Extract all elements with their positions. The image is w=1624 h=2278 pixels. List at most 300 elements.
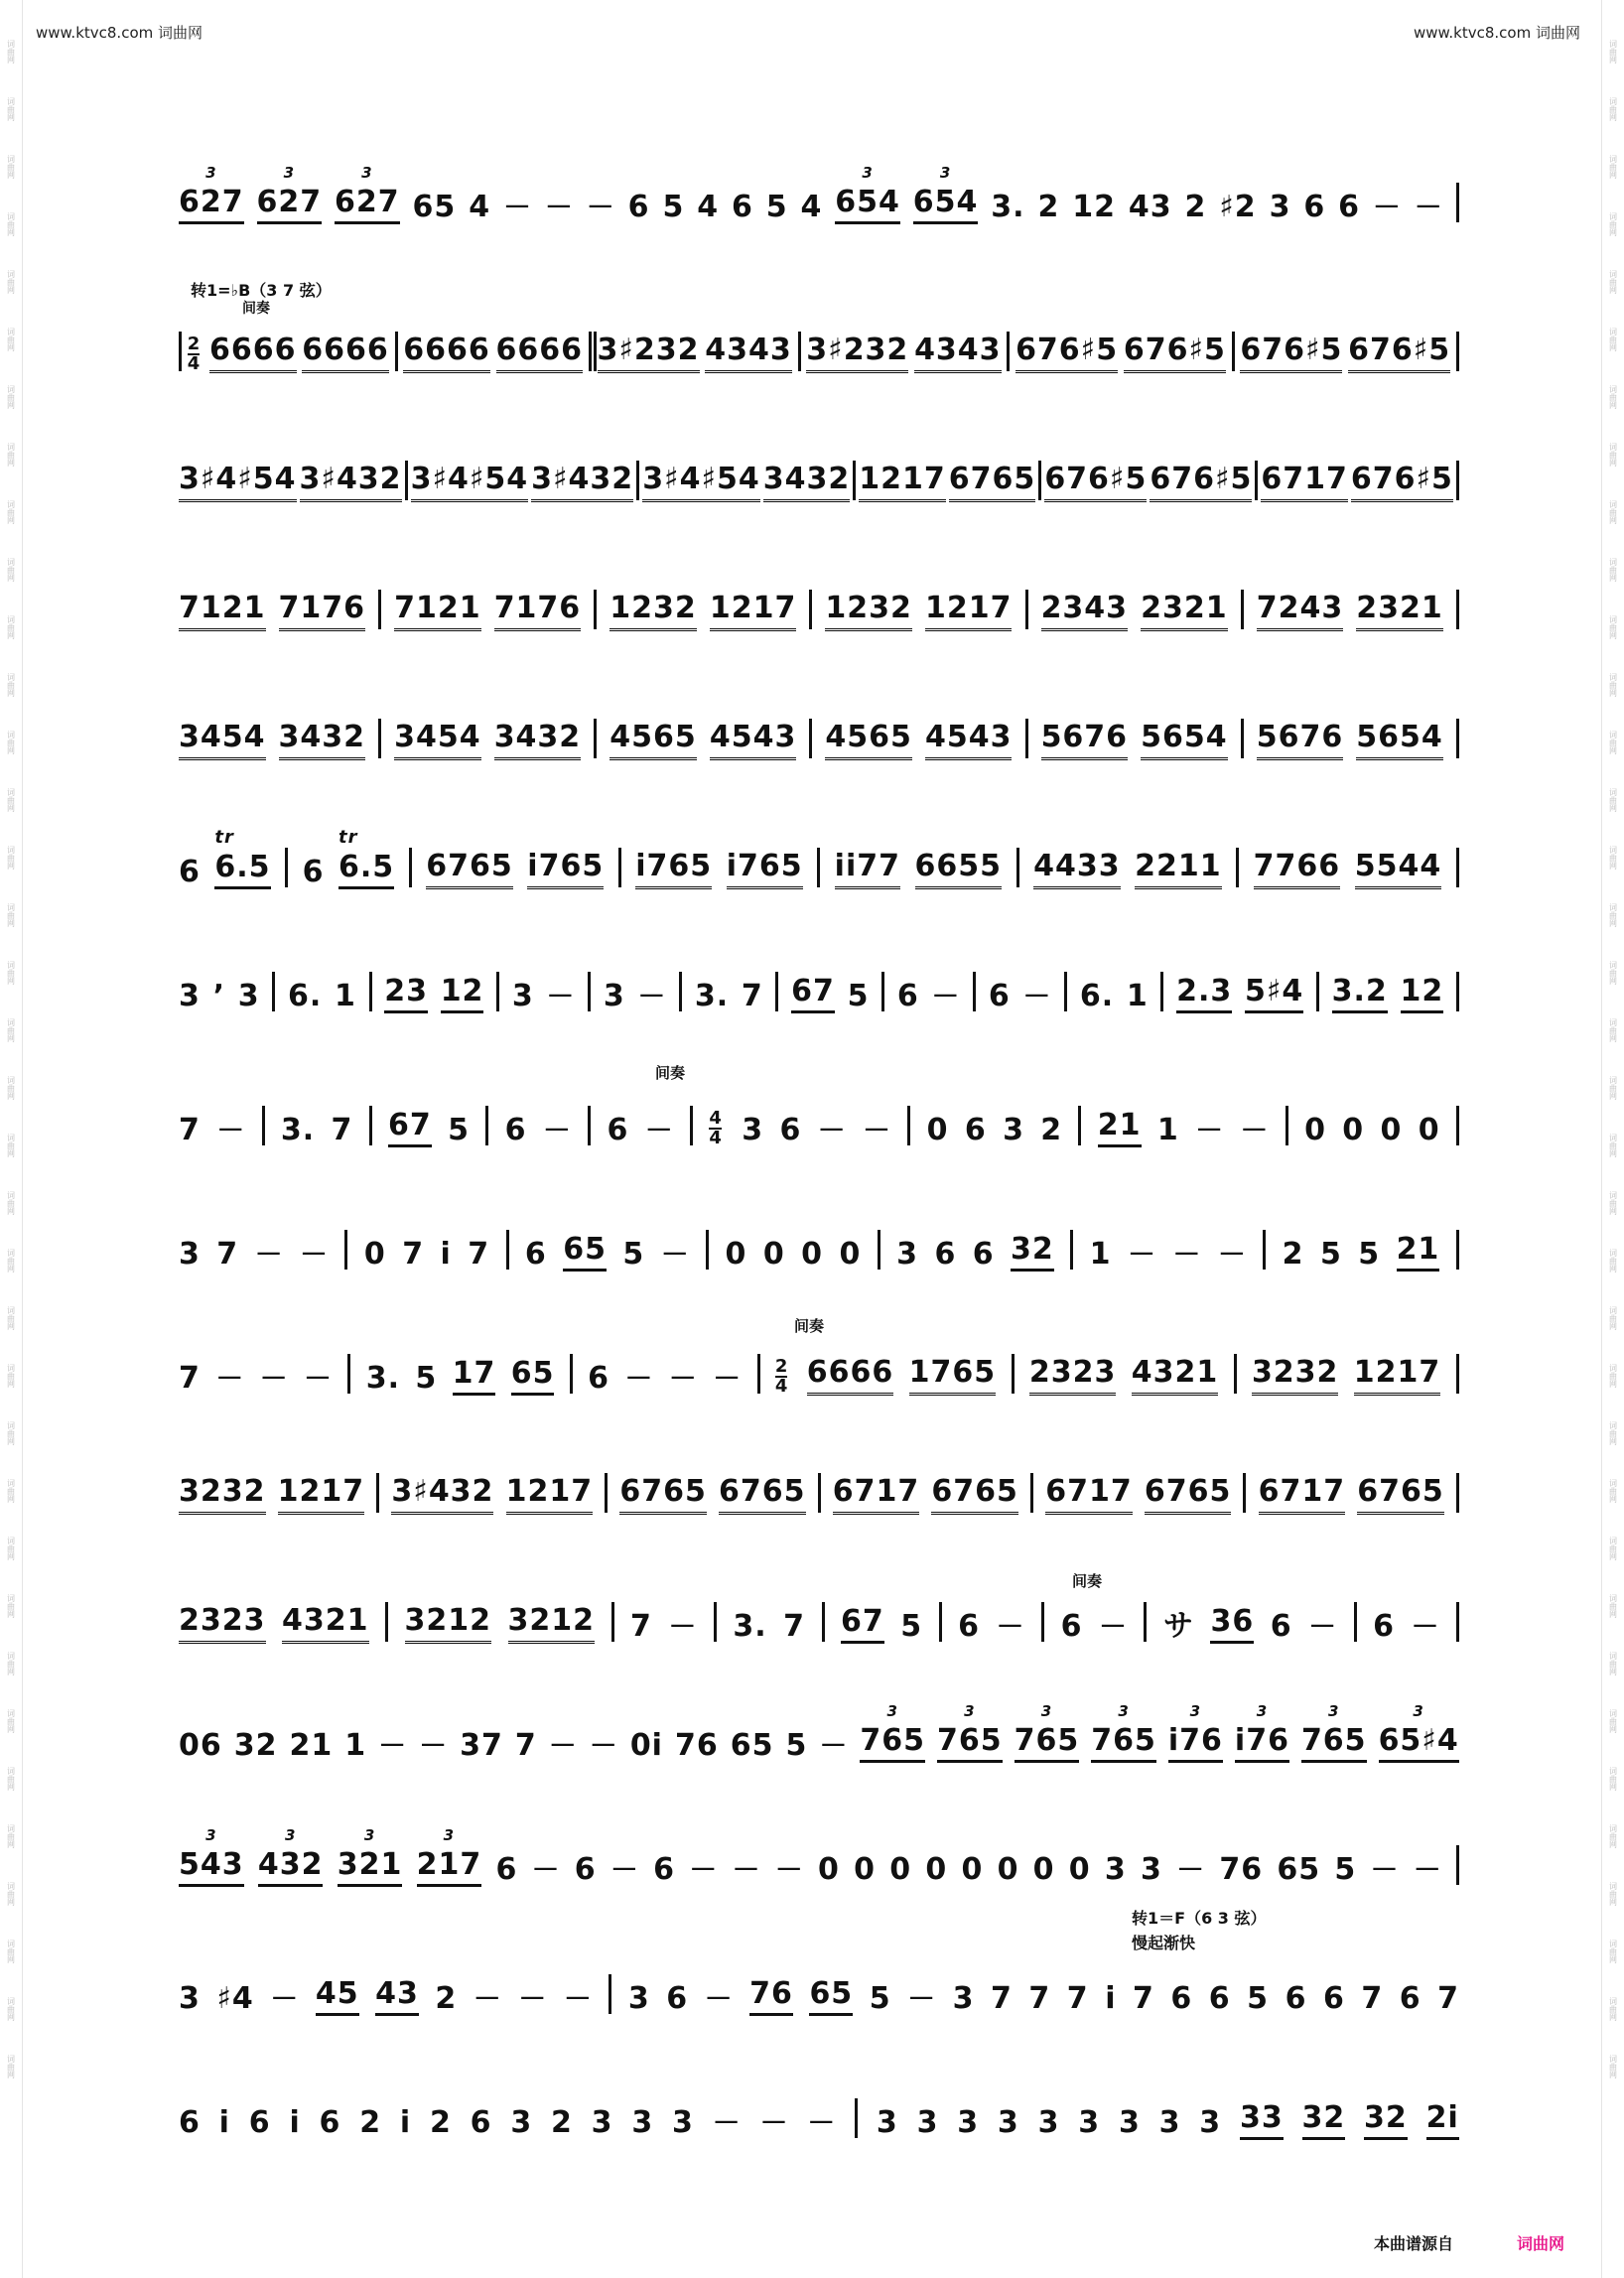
note-group <box>989 980 1011 1013</box>
footer-brand: 词曲网 <box>1516 2234 1564 2253</box>
barline <box>605 1473 608 1513</box>
barline <box>272 972 275 1011</box>
watermark-text: 词曲网 <box>1608 1997 1618 2021</box>
note-group <box>953 1982 975 2016</box>
note-text: 67 <box>791 974 835 1008</box>
hold-dash <box>1415 191 1443 224</box>
note-text: 3 <box>510 2105 533 2140</box>
note-text: － <box>1308 1610 1338 1643</box>
note-group <box>302 334 389 373</box>
note-text: 76 <box>1219 1852 1264 1887</box>
triplet-mark: 3 <box>363 1826 376 1844</box>
prelude-label: 间奏 <box>242 301 270 317</box>
note-text: 765 <box>937 1723 1003 1758</box>
note-group <box>366 1362 400 1396</box>
note-text: 2 <box>550 2105 573 2140</box>
note-text: 1217 <box>859 462 946 496</box>
note-group <box>300 463 402 502</box>
watermark-text: 词曲网 <box>1608 961 1618 985</box>
note-group <box>1105 1982 1116 2016</box>
note-text: 676♯5 <box>1150 462 1253 496</box>
note-text: i <box>218 2105 230 2140</box>
note-text: － <box>862 1114 891 1146</box>
note-group <box>405 1604 492 1644</box>
barline <box>405 461 408 500</box>
note-text: 2 <box>1184 190 1207 224</box>
note-group <box>1167 1702 1223 1763</box>
note-text: i765 <box>635 849 713 883</box>
watermark-text: 词曲网 <box>6 1537 16 1560</box>
note-text: 1217 <box>1353 1355 1441 1390</box>
note-text: 6 <box>470 2105 492 2140</box>
note-text: 3 <box>1078 2105 1101 2140</box>
note-group <box>1426 2101 1459 2140</box>
note-group <box>331 1114 352 1147</box>
note-text: 7 <box>991 1981 1013 2016</box>
watermark-text: 词曲网 <box>1608 1018 1618 1042</box>
note-text: 1217 <box>277 1474 365 1509</box>
note-group <box>801 1238 823 1272</box>
hold-dash <box>300 1238 329 1272</box>
watermark-text: 词曲网 <box>6 731 16 754</box>
note-group <box>179 1475 266 1515</box>
note-text: 765 <box>1091 1723 1156 1758</box>
note-text: 3454 <box>394 720 481 754</box>
note-group <box>860 1702 925 1763</box>
note-group <box>511 1357 555 1396</box>
note-text: 6717 <box>1261 462 1348 496</box>
note-text: － <box>1022 980 1052 1012</box>
hold-dash <box>1128 1238 1156 1272</box>
time-signature: 4 4 <box>709 1108 722 1148</box>
note-text: 1232 <box>825 591 912 625</box>
note-group <box>727 850 803 889</box>
note-group <box>896 1238 918 1272</box>
note-group <box>1159 2106 1181 2140</box>
barline <box>1456 332 1459 371</box>
note-text: 0 <box>1342 1113 1365 1147</box>
note-group <box>179 1982 201 2016</box>
barline <box>385 1602 388 1642</box>
note-text: 5 <box>869 1981 891 2016</box>
note-group <box>506 1475 594 1515</box>
note-group <box>1141 1853 1162 1887</box>
note-text: 37 <box>460 1728 503 1763</box>
note-group <box>917 2106 939 2140</box>
note-text: 7766 <box>1253 849 1341 883</box>
note-text: 3232 <box>1251 1355 1339 1390</box>
note-text: － <box>300 1238 330 1271</box>
note-group <box>394 721 481 760</box>
watermark-text: 词曲网 <box>1608 1249 1618 1273</box>
hold-dash <box>1022 980 1051 1013</box>
note-group <box>179 856 201 889</box>
note-group <box>742 1114 763 1147</box>
note-group <box>961 1853 983 1887</box>
note-text: 543 <box>179 1847 244 1882</box>
note-text: 3 <box>179 979 201 1013</box>
note-group <box>430 2106 452 2140</box>
hold-dash <box>819 1729 848 1763</box>
note-group <box>806 334 908 373</box>
note-text: 6 <box>653 1852 676 1887</box>
note-text: － <box>819 1729 849 1762</box>
note-text: 12 <box>1400 974 1444 1008</box>
note-group <box>1364 2101 1408 2140</box>
note-text: － <box>563 1982 593 2015</box>
barline <box>1041 1602 1044 1642</box>
note-group <box>631 2106 653 2140</box>
note-text: 6.5 <box>214 850 271 884</box>
note-group <box>278 1475 365 1515</box>
score-line-15 <box>179 1960 1459 2016</box>
hold-dash <box>645 1114 674 1147</box>
note-group <box>675 1729 719 1763</box>
note-text: 1765 <box>908 1355 997 1390</box>
barline <box>285 848 288 887</box>
note-text: 67 <box>388 1108 432 1142</box>
barline <box>1456 1354 1459 1394</box>
note-text: － <box>996 1610 1025 1643</box>
barline <box>757 1354 760 1394</box>
note-text: － <box>586 191 615 223</box>
note-group <box>359 2106 381 2140</box>
note-group <box>998 2106 1019 2140</box>
hold-dash <box>733 1853 761 1887</box>
note-text: 0 <box>926 1113 949 1147</box>
note-group <box>1069 1853 1091 1887</box>
note-text: 4321 <box>1131 1355 1219 1390</box>
note-text: 7121 <box>179 591 266 625</box>
note-group <box>1080 980 1114 1013</box>
hold-dash <box>543 1114 572 1147</box>
watermark-text: 词曲网 <box>6 1652 16 1675</box>
note-text: 65♯4 <box>1378 1723 1459 1758</box>
note-text: ’ <box>212 979 225 1013</box>
note-group <box>998 1853 1019 1887</box>
note-text: 7 <box>514 1728 537 1763</box>
note-text: － <box>817 1114 847 1146</box>
note-text: 0 <box>801 1237 824 1272</box>
note-text: 7 <box>402 1237 425 1272</box>
note-text: i <box>289 2105 301 2140</box>
triplet-mark: 3 <box>1328 1702 1340 1720</box>
note-group <box>575 1853 597 1887</box>
note-text: － <box>732 1853 761 1886</box>
note-text: 3. <box>733 1609 767 1644</box>
barline <box>1255 461 1258 500</box>
barline <box>714 1602 717 1642</box>
triplet-mark: 3 <box>1040 1702 1053 1720</box>
note-group <box>388 1109 432 1147</box>
hold-dash <box>1172 1238 1201 1272</box>
note-group <box>338 827 395 889</box>
hold-dash <box>304 1362 333 1396</box>
hold-dash <box>1370 1853 1399 1887</box>
triplet-mark: 3 <box>939 164 952 182</box>
note-group <box>925 1853 947 1887</box>
score-line-12 <box>179 1588 1459 1644</box>
watermark-text: 词曲网 <box>1608 1134 1618 1157</box>
barline <box>973 972 976 1011</box>
note-text: 3♯432 <box>299 462 402 496</box>
note-text: 3212 <box>507 1603 595 1638</box>
note-text: 3. <box>365 1361 400 1396</box>
note-group <box>1045 1475 1133 1515</box>
note-group <box>662 191 684 224</box>
note-group <box>527 850 604 889</box>
note-group <box>801 191 823 224</box>
note-text: 3 <box>237 979 260 1013</box>
watermark-text: 词曲网 <box>1608 155 1618 179</box>
note-group <box>835 850 900 889</box>
note-group <box>937 1702 1003 1763</box>
note-group <box>859 463 946 502</box>
note-text: 6 <box>896 979 919 1013</box>
note-group <box>1342 1114 1364 1147</box>
barline <box>1234 1354 1237 1394</box>
note-text: 3. <box>694 979 730 1013</box>
note-text: － <box>759 2106 789 2139</box>
barline <box>1456 1230 1459 1270</box>
note-text: － <box>1411 1610 1440 1643</box>
score-line-tokens <box>179 1104 1459 1147</box>
hold-dash <box>532 1853 561 1887</box>
note-text: － <box>712 2106 742 2139</box>
triplet-mark: 3 <box>1189 1702 1202 1720</box>
note-text: i76 <box>1167 1723 1223 1758</box>
barline <box>1236 848 1239 887</box>
note-group <box>216 1238 238 1272</box>
note-group <box>337 1826 403 1887</box>
note-group <box>957 2106 979 2140</box>
barline <box>1016 848 1019 887</box>
note-group <box>179 592 266 631</box>
barline <box>679 972 682 1011</box>
note-text: 5 <box>1319 1237 1342 1272</box>
note-text: 217 <box>416 1847 482 1882</box>
note-group <box>889 1853 911 1887</box>
hold-dash <box>705 1982 734 2016</box>
note-text: ♯4 <box>216 1981 254 2016</box>
note-text: － <box>1195 1114 1225 1146</box>
note-group <box>1078 2106 1100 2140</box>
note-text: 6 <box>988 979 1011 1013</box>
watermark-text: 词曲网 <box>6 2055 16 2078</box>
note-text: 21 <box>289 1728 334 1763</box>
note-text: 5654 <box>1356 720 1443 754</box>
note-text: 6 <box>1373 1609 1395 1644</box>
note-text: 7 <box>468 1237 490 1272</box>
watermark-text: 词曲网 <box>1608 500 1618 524</box>
note-group <box>749 1977 793 2016</box>
watermark-text: 词曲网 <box>1608 1709 1618 1733</box>
note-text: 23 <box>384 974 428 1008</box>
note-text: 21 <box>1396 1232 1440 1267</box>
note-group <box>375 1977 419 2016</box>
barline <box>485 1106 488 1145</box>
note-group <box>1245 975 1303 1013</box>
note-group <box>666 1982 688 2016</box>
watermark-text: 词曲网 <box>6 788 16 812</box>
note-group <box>1334 1853 1356 1887</box>
note-text: 6765 <box>948 462 1036 496</box>
note-group <box>915 850 1003 889</box>
note-text: － <box>303 1362 333 1395</box>
watermark-text: 词曲网 <box>1608 1824 1618 1848</box>
watermark-text: 词曲网 <box>1608 2055 1618 2078</box>
free-tempo-mark <box>1163 1610 1194 1644</box>
watermark-text: 词曲网 <box>1608 1479 1618 1503</box>
note-group <box>809 1977 853 2016</box>
note-group <box>1254 850 1341 889</box>
note-text: 3♯4♯54 <box>410 462 529 496</box>
note-text: － <box>624 1362 654 1395</box>
watermark-text: 词曲网 <box>1608 212 1618 236</box>
note-text: 4 <box>469 190 491 224</box>
barline <box>636 461 639 500</box>
note-text: i765 <box>726 849 803 883</box>
watermark-text: 词曲网 <box>1608 385 1618 409</box>
note-text: 3 <box>916 2105 939 2140</box>
note-text: 7 <box>1133 1981 1154 2016</box>
note-text: 6 <box>588 1361 610 1396</box>
note-group <box>179 1826 244 1887</box>
score-line-8 <box>179 1092 1459 1147</box>
note-text: 1 <box>1126 979 1149 1013</box>
barline <box>1456 848 1459 887</box>
note-group <box>384 975 428 1013</box>
note-text: 6 <box>495 1852 518 1887</box>
watermark-text: 词曲网 <box>6 673 16 697</box>
note-group <box>592 2106 613 2140</box>
hold-dash <box>503 191 532 224</box>
note-text: 3 <box>1199 2105 1222 2140</box>
note-group <box>335 164 400 224</box>
barline <box>1354 1602 1357 1642</box>
note-group <box>1261 463 1348 502</box>
watermark-text: 词曲网 <box>6 500 16 524</box>
barline <box>376 1473 379 1513</box>
barline <box>1064 972 1067 1011</box>
note-text: 3♯432 <box>531 462 634 496</box>
note-text: － <box>216 1114 246 1146</box>
score-line-tokens <box>179 459 1459 502</box>
watermark-text: 词曲网 <box>1608 731 1618 754</box>
note-group <box>1257 721 1344 760</box>
note-text: 6 <box>972 1237 995 1272</box>
note-text: 7 <box>1437 1981 1459 2016</box>
note-group <box>635 850 712 889</box>
note-group <box>783 1610 805 1644</box>
score-line-2 <box>179 318 1459 373</box>
key-change-2: 转1＝F（6 3 弦） <box>1132 1909 1267 1928</box>
note-group <box>1037 191 1059 224</box>
note-text: 32 <box>1364 2100 1408 2135</box>
note-group <box>1028 1982 1050 2016</box>
barline <box>1030 1473 1033 1513</box>
note-text: 654 <box>835 185 900 219</box>
note-group <box>1141 721 1228 760</box>
score-line-7 <box>179 958 1459 1013</box>
note-group <box>630 1729 663 1763</box>
note-text: 5 <box>847 979 870 1013</box>
note-text: 5 <box>900 1609 923 1644</box>
note-group <box>958 1610 980 1644</box>
note-group <box>1356 721 1443 760</box>
note-text: 65 <box>730 1728 774 1763</box>
hold-dash <box>474 1982 502 2016</box>
note-group <box>1219 191 1256 224</box>
note-group <box>719 1475 806 1515</box>
watermark-text: 词曲网 <box>6 212 16 236</box>
interlude-label-3: 间奏 <box>1072 1572 1103 1590</box>
note-text: 6 <box>574 1852 597 1887</box>
note-group <box>290 1729 334 1763</box>
note-group <box>1354 1356 1441 1396</box>
note-text: 6655 <box>914 849 1003 883</box>
note-text: 3♯4♯54 <box>179 462 297 496</box>
note-group <box>179 721 266 760</box>
watermark-text: 词曲网 <box>6 1882 16 1906</box>
triplet-mark: 3 <box>1413 1702 1424 1720</box>
note-text: 6 <box>1322 1981 1345 2016</box>
barline <box>1007 332 1010 371</box>
note-text: － <box>931 980 961 1012</box>
note-text: 676♯5 <box>1123 333 1226 367</box>
note-group <box>710 592 797 631</box>
watermark-text: 词曲网 <box>1608 1537 1618 1560</box>
note-text: 6666 <box>495 333 584 367</box>
hold-dash <box>931 980 960 1013</box>
note-text: 3232 <box>179 1474 266 1509</box>
hold-dash <box>713 2106 742 2140</box>
note-group <box>1357 1475 1444 1515</box>
score-line-6 <box>179 827 1459 889</box>
watermark-text: 词曲网 <box>6 1997 16 2021</box>
barline <box>907 1106 910 1145</box>
note-text: 21 <box>1097 1108 1142 1142</box>
note-text: 0 <box>925 1852 948 1887</box>
note-text: － <box>1098 1610 1128 1643</box>
hold-dash <box>997 1610 1025 1644</box>
note-group <box>742 980 763 1013</box>
barline <box>1456 461 1459 500</box>
hold-dash <box>669 1362 698 1396</box>
barline <box>395 332 398 371</box>
note-text: 0 <box>997 1852 1019 1887</box>
hold-dash <box>624 1362 653 1396</box>
note-group <box>400 2106 411 2140</box>
note-text: 3 <box>1269 190 1291 224</box>
watermark-text: 词曲网 <box>1608 328 1618 351</box>
note-text: 7 <box>179 1361 201 1396</box>
note-group <box>1348 334 1450 373</box>
note-text: 0 <box>889 1852 912 1887</box>
note-group <box>763 463 851 502</box>
note-group <box>588 1362 609 1396</box>
breath-mark <box>213 980 225 1013</box>
note-group <box>1252 1356 1339 1396</box>
watermark-text: 词曲网 <box>6 1191 16 1215</box>
note-text: 765 <box>1300 1723 1367 1758</box>
note-group <box>335 980 356 1013</box>
note-group <box>854 1853 876 1887</box>
note-group <box>1240 334 1342 373</box>
note-group <box>763 1238 785 1272</box>
triplet-mark: 3 <box>886 1702 898 1720</box>
note-group <box>435 1982 457 2016</box>
